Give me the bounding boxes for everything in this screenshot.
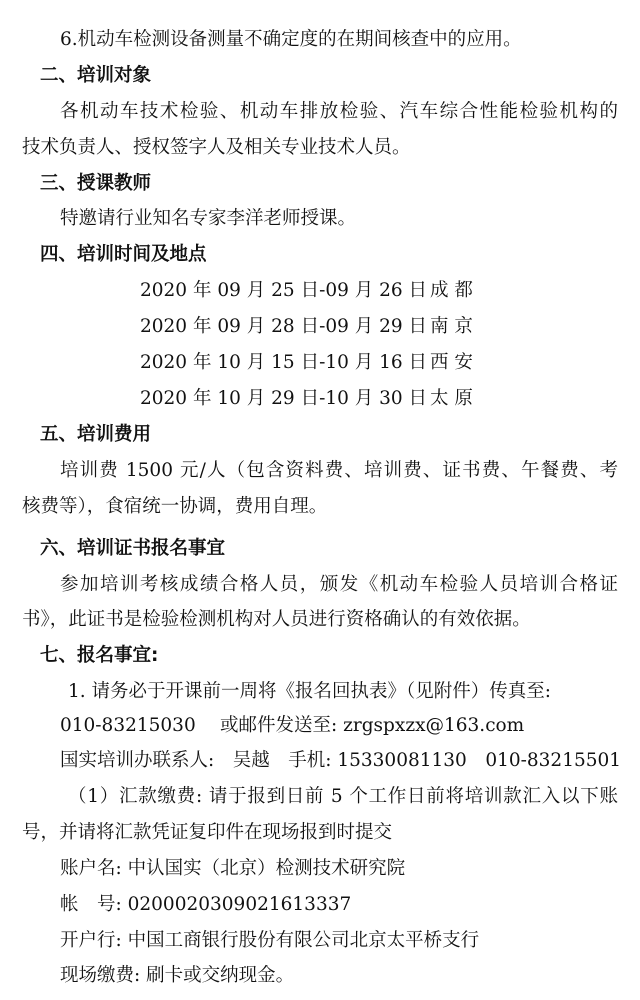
section-6-paragraph-line-2: 书》，此证书是检验检测机构对人员进行资格确认的有效依据。 xyxy=(22,609,531,630)
section-3-paragraph: 特邀请行业知名专家李洋老师授课。 xyxy=(60,208,357,229)
section-6-heading: 六、培训证书报名事宜 xyxy=(40,538,226,559)
registration-instruction: 1. 请务必于开课前一周将《报名回执表》（见附件）传真至: xyxy=(68,681,552,702)
payment-instruction-line-2: 号，并请将汇款凭证复印件在现场报到时提交 xyxy=(22,822,393,843)
schedule-city: 南 京 xyxy=(430,316,473,337)
email-info: 或邮件发送至: zrgspxzx@163.com xyxy=(220,715,525,736)
payment-instruction-line-1: （1）汇款缴费: 请于报到日前 5 个工作日前将培训款汇入以下账 xyxy=(68,786,618,807)
schedule-row xyxy=(0,351,640,375)
fax-number: 010-83215030 xyxy=(60,715,196,736)
account-name: 账户名: 中认国实（北京）检测技术研究院 xyxy=(60,858,406,879)
section-2-paragraph-line-1: 各机动车技术检验、机动车排放检验、汽车综合性能检验机构的 xyxy=(60,101,618,122)
bank-name: 开户行: 中国工商银行股份有限公司北京太平桥支行 xyxy=(60,930,480,951)
schedule-row xyxy=(0,315,640,339)
item-6: 6.机动车检测设备测量不确定度的在期间核查中的应用。 xyxy=(60,29,522,50)
schedule-dates: 2020 年 09 月 28 日-09 月 29 日 xyxy=(140,316,428,337)
schedule-city: 西 安 xyxy=(430,352,473,373)
schedule-city: 太 原 xyxy=(430,388,473,409)
schedule-dates: 2020 年 10 月 29 日-10 月 30 日 xyxy=(140,388,428,409)
schedule-dates: 2020 年 09 月 25 日-09 月 26 日 xyxy=(140,280,428,301)
contact-line: 国实培训办联系人: 吴越 手机: 15330081130 010-83215501 xyxy=(60,750,622,771)
section-6-paragraph-line-1: 参加培训考核成绩合格人员，颁发《机动车检验人员培训合格证 xyxy=(60,574,618,595)
schedule-dates: 2020 年 10 月 15 日-10 月 16 日 xyxy=(140,352,428,373)
section-4-heading: 四、培训时间及地点 xyxy=(40,244,207,265)
section-5-paragraph-line-2: 核费等），食宿统一协调，费用自理。 xyxy=(22,496,328,517)
section-2-paragraph-line-2: 技术负责人、授权签字人及相关专业技术人员。 xyxy=(22,137,411,158)
account-number: 帐 号: 0200020309021613337 xyxy=(60,894,352,915)
schedule-row xyxy=(0,279,640,303)
section-7-heading: 七、报名事宜: xyxy=(40,645,159,666)
section-5-heading: 五、培训费用 xyxy=(40,424,152,445)
section-3-heading: 三、授课教师 xyxy=(40,173,152,194)
onsite-payment: 现场缴费: 刷卡或交纳现金。 xyxy=(60,965,295,986)
fax-line xyxy=(0,714,640,738)
schedule-city: 成 都 xyxy=(430,280,473,301)
schedule-row xyxy=(0,387,640,411)
section-2-heading: 二、培训对象 xyxy=(40,65,152,86)
section-5-paragraph-line-1: 培训费 1500 元/人（包含资料费、培训费、证书费、午餐费、考 xyxy=(60,460,618,481)
